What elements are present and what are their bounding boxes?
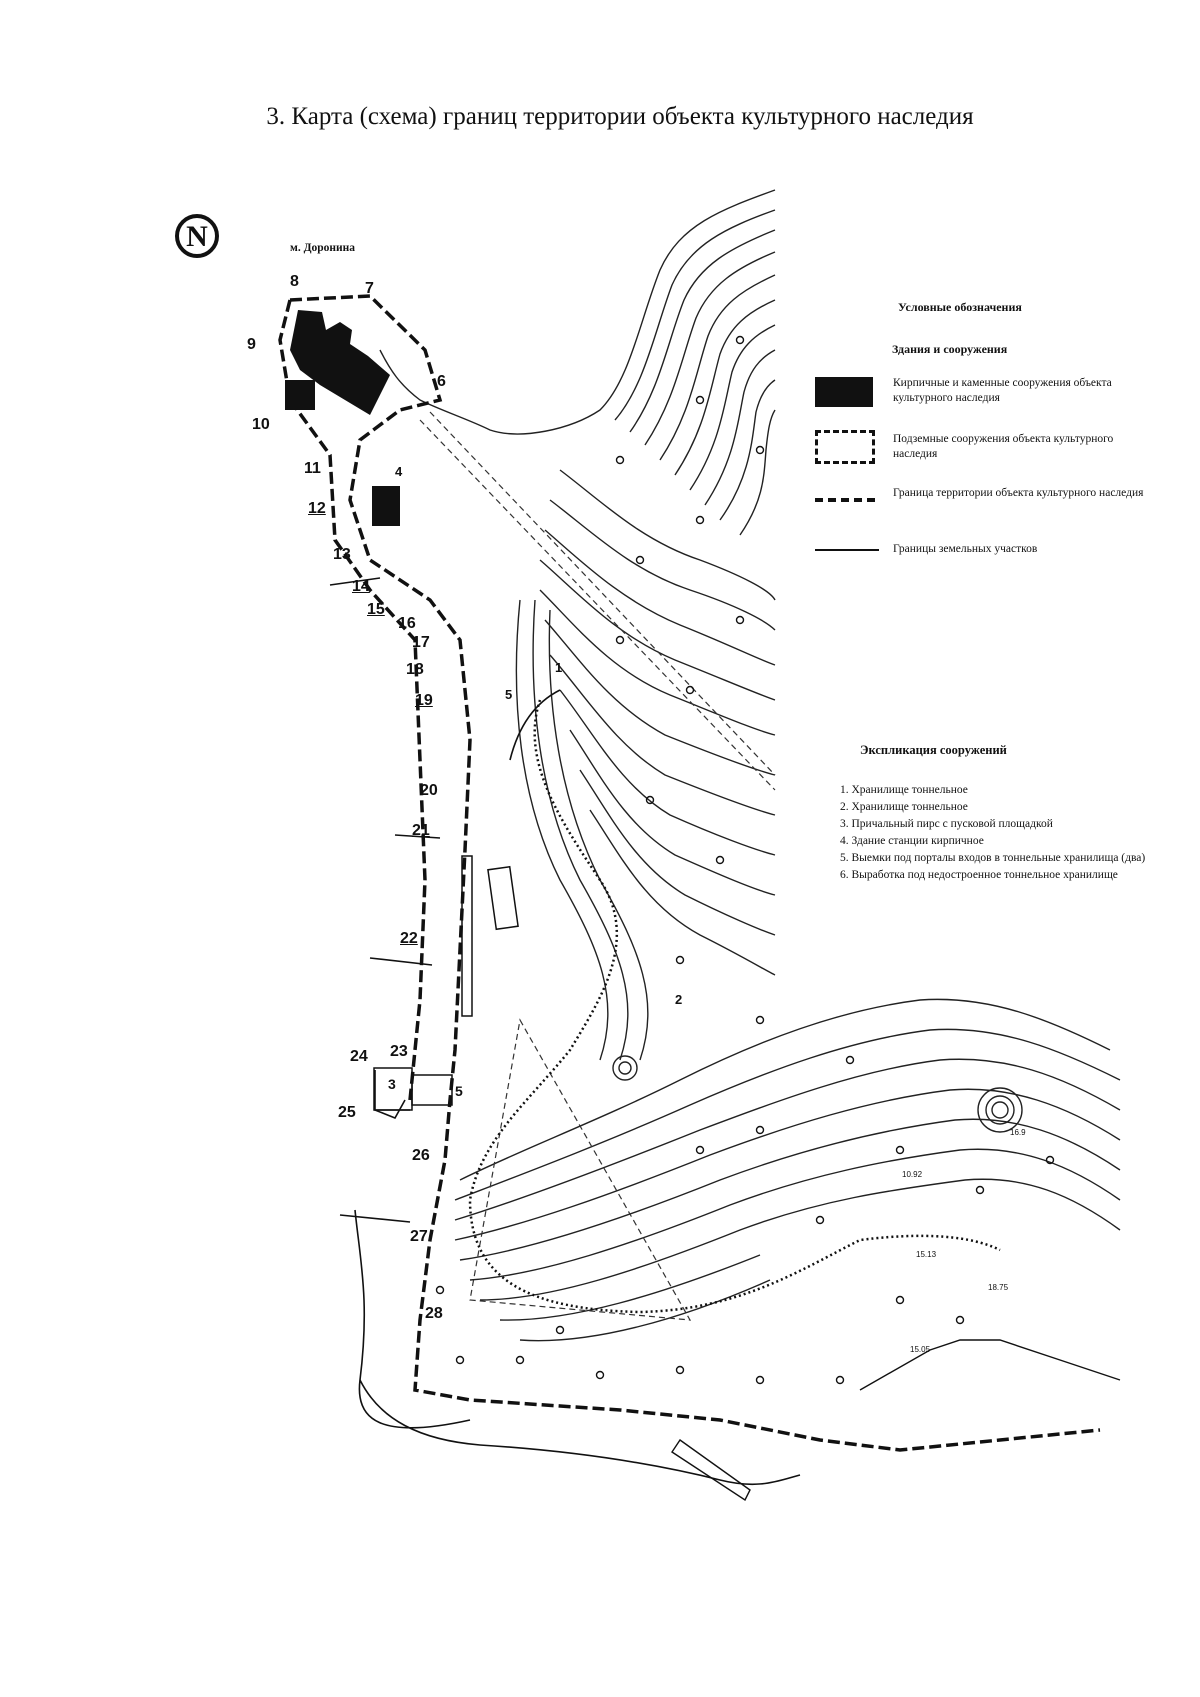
elevation-mark: 15.05 xyxy=(910,1345,931,1354)
legend-item-label: Граница территории объекта культурного наследия xyxy=(893,487,1144,499)
north-arrow-icon: N xyxy=(175,214,219,258)
boundary-point-label: 28 xyxy=(425,1305,443,1322)
boundary-point-label: 26 xyxy=(412,1147,430,1164)
explication-item: 4. Здание станции кирпичное xyxy=(840,835,984,847)
boundary-point-label: 9 xyxy=(247,336,256,353)
boundary-point-label: 16 xyxy=(398,615,416,632)
page-title: 3. Карта (схема) границ территории объекта культурного наследия xyxy=(266,103,974,130)
parcel-boundary xyxy=(375,1100,405,1118)
legend-title: Условные обозначения xyxy=(898,300,1022,314)
boundary-point-label: 11 xyxy=(304,460,321,477)
explication-list xyxy=(840,782,1160,884)
explication-item: 2. Хранилище тоннельное xyxy=(840,801,968,813)
legend-swatch-parcel-boundary xyxy=(815,549,879,551)
explication-item: 5. Выемки под порталы входов в тоннельные хранилища (два) xyxy=(840,852,1146,864)
legend-subtitle: Здания и сооружения xyxy=(892,342,1008,356)
boundary-point-label: 20 xyxy=(420,782,438,799)
structure-label: 4 xyxy=(395,464,403,479)
legend-item-label: Границы земельных участков xyxy=(893,543,1038,555)
elevation-mark: 10.92 xyxy=(902,1170,923,1179)
boundary-point-label: 23 xyxy=(390,1043,408,1060)
elevation-mark: 18.75 xyxy=(988,1283,1009,1292)
boundary-point-label: 27 xyxy=(410,1228,428,1245)
legend-item-label: Подземные сооружения объекта культурного наследия xyxy=(893,433,1114,460)
cape-label: м. Доронина xyxy=(290,242,356,254)
boundary-point-label: 17 xyxy=(412,634,430,651)
boundary-point-label: 18 xyxy=(406,661,424,678)
legend-swatch-heritage-buildings xyxy=(815,377,873,407)
boundary-point-label: 13 xyxy=(333,546,351,563)
boundary-point-label: 25 xyxy=(338,1104,356,1121)
boundary-point-label: 8 xyxy=(290,273,299,290)
structure-label: 1 xyxy=(555,660,563,675)
boundary-point-label: 12 xyxy=(308,500,326,517)
explication-title: Экспликация сооружений xyxy=(860,743,1007,757)
heritage-building-small xyxy=(285,380,315,410)
boundary-point-label: 22 xyxy=(400,930,418,947)
boundary-point-label: 6 xyxy=(437,373,446,390)
structure-label: 5 xyxy=(505,687,513,702)
legend-swatch-underground xyxy=(815,430,875,464)
boundary-point-label: 7 xyxy=(365,280,374,297)
structure-label: 5 xyxy=(455,1083,463,1099)
elevation-mark: 16.9 xyxy=(1010,1128,1026,1137)
structure-label: 3 xyxy=(388,1076,396,1092)
explication-item: 1. Хранилище тоннельное xyxy=(840,784,968,796)
legend-item-label: Кирпичные и каменные сооружения объекта культурного наследия xyxy=(893,377,1112,404)
boundary-point-label: 19 xyxy=(415,692,433,709)
explication-item: 6. Выработка под недостроенное тоннельное хранилище xyxy=(840,869,1118,881)
heritage-building-station xyxy=(372,486,400,526)
boundary-point-label: 14 xyxy=(352,578,370,595)
legend-swatch-territory-boundary xyxy=(815,498,875,502)
boundary-point-label: 15 xyxy=(367,601,385,618)
structure-label: 2 xyxy=(675,992,683,1007)
boundary-point-label: 21 xyxy=(412,822,430,839)
boundary-point-label: 24 xyxy=(350,1048,368,1065)
boundary-point-label: 10 xyxy=(252,416,270,433)
explication-item: 3. Причальный пирс с пусковой площадкой xyxy=(840,818,1053,830)
elevation-mark: 15.13 xyxy=(916,1250,937,1259)
